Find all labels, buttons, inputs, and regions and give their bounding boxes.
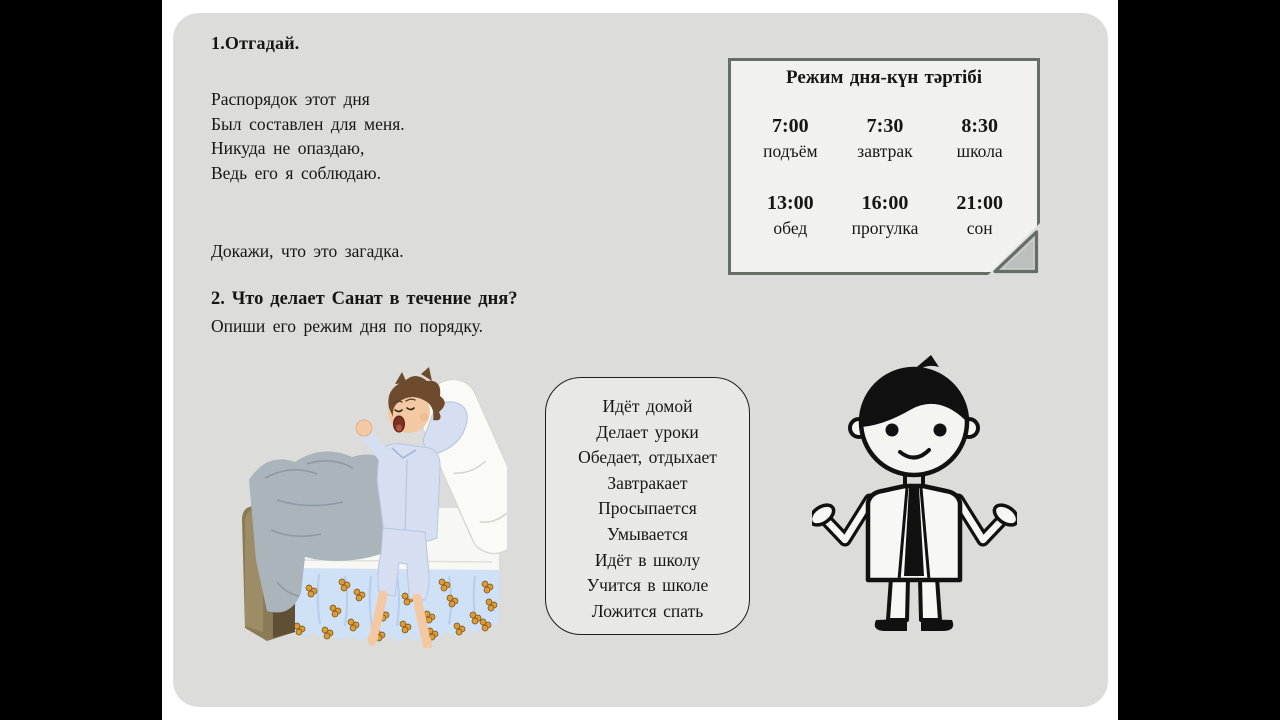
shrugging-boy-illustration [812, 350, 1017, 635]
schedule-cell [838, 113, 933, 163]
task2-heading: 2. Что делает Санат в течение дня? [211, 289, 518, 309]
activity-label: сон [966, 218, 993, 238]
poem-line: Никуда не опаздаю, [211, 138, 365, 158]
poem-line: Распорядок этот дня [211, 89, 370, 109]
schedule-row-morning [731, 113, 1037, 163]
riddle-poem [211, 87, 405, 185]
time-value: 7:30 [866, 115, 904, 137]
shrug-boy [812, 355, 1017, 631]
time-value: 7:00 [771, 115, 809, 137]
time-value: 8:30 [961, 115, 998, 137]
activity-item: Ложится спать [591, 600, 704, 621]
folded-corner-icon [988, 223, 1040, 275]
activity-label: прогулка [851, 218, 919, 238]
task2-subheading: Опиши его режим дня по порядку. [211, 316, 484, 336]
task1-heading: 1.Отгадай. [211, 33, 300, 53]
activity-item: Идёт домой [602, 396, 693, 416]
time-value: 21:00 [956, 192, 1003, 214]
activity-item: Завтракает [607, 472, 688, 493]
letterbox-right [1118, 0, 1280, 720]
activity-label: завтрак [857, 141, 913, 161]
schedule-note [728, 58, 1040, 275]
activities-list [545, 377, 750, 635]
activity-label: школа [956, 141, 1003, 161]
schedule-title: Режим дня-күн тәртібі [785, 67, 983, 88]
time-value: 16:00 [861, 192, 909, 214]
activity-item: Учится в школе [586, 575, 709, 596]
prove-instruction: Докажи, что это загадка. [211, 241, 404, 261]
slide [173, 13, 1108, 707]
activity-label: подъём [763, 141, 818, 161]
activity-item: Просыпается [598, 498, 697, 519]
activity-item: Идёт в школу [594, 549, 701, 570]
activity-item: Делает уроки [596, 421, 699, 442]
schedule-cell [932, 113, 1027, 163]
activity-item: Обедает, отдыхает [578, 447, 717, 468]
poem-line: Был составлен для меня. [211, 113, 405, 134]
schedule-cell [743, 190, 838, 240]
schedule-cell [743, 113, 838, 163]
activity-label: обед [773, 218, 808, 238]
poem-line: Ведь его я соблюдаю. [211, 162, 382, 183]
schedule-cell [838, 190, 933, 240]
activity-item: Умывается [607, 523, 688, 544]
bed-scene-illustration [237, 360, 507, 648]
time-value: 13:00 [766, 192, 814, 214]
letterbox-left [0, 0, 162, 720]
